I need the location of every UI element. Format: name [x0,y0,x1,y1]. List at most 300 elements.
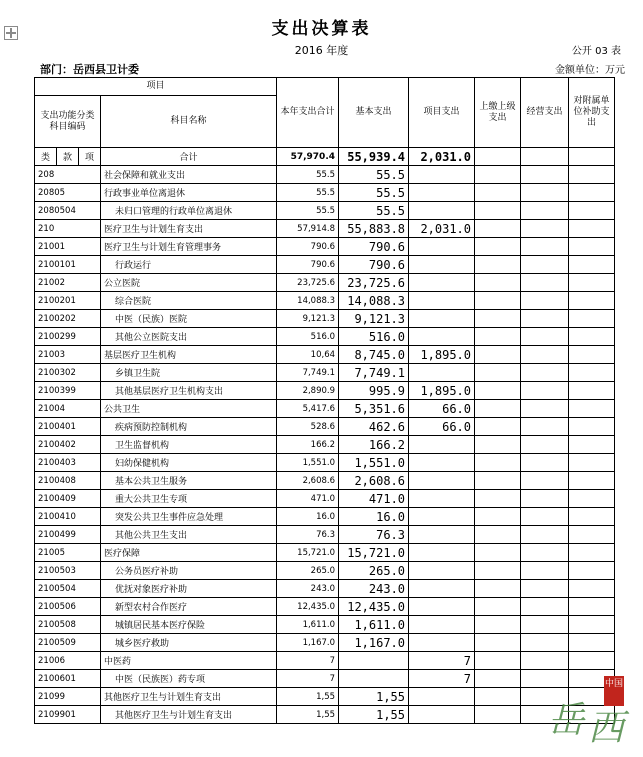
table-row [35,652,615,670]
row-upper [475,292,521,310]
row-subsidy [569,490,615,508]
row-project [409,490,475,508]
row-basic: 9,121.3 [339,310,409,328]
row-upper [475,634,521,652]
table-row [35,328,615,346]
row-subsidy [569,166,615,184]
row-total: 1,551.0 [277,454,339,472]
total-basic: 55,939.4 [339,148,409,166]
department-label: 部门：岳西县卫计委 [40,63,139,76]
row-basic: 1,551.0 [339,454,409,472]
row-operating [521,580,569,598]
row-total: 55.5 [277,184,339,202]
row-total: 528.6 [277,418,339,436]
row-total: 1,55 [277,706,339,724]
row-basic: 265.0 [339,562,409,580]
table-row [35,310,615,328]
row-name: 疾病预防控制机构 [101,418,277,436]
expenditure-table [34,77,615,724]
row-subsidy [569,562,615,580]
row-operating [521,238,569,256]
total-upper [475,148,521,166]
row-subsidy [569,616,615,634]
header-project: 项目 [35,78,277,96]
fiscal-year: 2016 年度 [294,44,349,57]
row-subsidy [569,346,615,364]
row-upper [475,598,521,616]
row-basic: 14,088.3 [339,292,409,310]
row-name: 城乡医疗救助 [101,634,277,652]
row-project [409,202,475,220]
row-subsidy [569,202,615,220]
row-code: 2100509 [35,634,101,652]
table-row [35,256,615,274]
row-basic: 1,167.0 [339,634,409,652]
row-name: 基本公共卫生服务 [101,472,277,490]
document-title: 支出决算表 [271,19,372,39]
row-basic: 462.6 [339,418,409,436]
row-name: 妇幼保健机构 [101,454,277,472]
row-basic: 55.5 [339,184,409,202]
row-project: 7 [409,652,475,670]
row-project: 66.0 [409,418,475,436]
row-code: 2100508 [35,616,101,634]
row-upper [475,238,521,256]
row-name: 突发公共卫生事件应急处理 [101,508,277,526]
row-total: 265.0 [277,562,339,580]
row-operating [521,166,569,184]
row-total: 14,088.3 [277,292,339,310]
row-basic: 55.5 [339,202,409,220]
row-name: 社会保障和就业支出 [101,166,277,184]
row-basic [339,670,409,688]
row-project [409,580,475,598]
row-operating [521,256,569,274]
row-code: 21004 [35,400,101,418]
row-upper [475,310,521,328]
row-project [409,310,475,328]
row-total: 9,121.3 [277,310,339,328]
row-total: 55.5 [277,166,339,184]
row-total: 1,167.0 [277,634,339,652]
row-code: 2100101 [35,256,101,274]
row-project [409,256,475,274]
row-total: 57,914.8 [277,220,339,238]
table-row [35,580,615,598]
row-code: 2100302 [35,364,101,382]
row-name: 其他基层医疗卫生机构支出 [101,382,277,400]
row-basic: 1,55 [339,688,409,706]
header-upper: 上缴上级支出 [475,78,521,148]
row-project: 1,895.0 [409,382,475,400]
row-upper [475,166,521,184]
row-subsidy [569,580,615,598]
row-total: 790.6 [277,238,339,256]
row-total: 23,725.6 [277,274,339,292]
header-project-expense: 项目支出 [409,78,475,148]
row-project [409,544,475,562]
row-code: 2100299 [35,328,101,346]
table-row [35,220,615,238]
row-total: 2,890.9 [277,382,339,400]
row-basic: 7,749.1 [339,364,409,382]
row-name: 公务员医疗补助 [101,562,277,580]
total-sum: 57,970.4 [277,148,339,166]
row-total: 243.0 [277,580,339,598]
row-total: 5,417.6 [277,400,339,418]
table-row [35,508,615,526]
table-row [35,526,615,544]
row-subsidy [569,364,615,382]
row-upper [475,454,521,472]
row-name: 医疗卫生与计划生育管理事务 [101,238,277,256]
row-operating [521,490,569,508]
row-project [409,238,475,256]
row-upper [475,436,521,454]
header-lei: 类 [35,148,57,166]
row-name: 行政运行 [101,256,277,274]
row-operating [521,310,569,328]
table-row [35,706,615,724]
row-project [409,598,475,616]
total-operating [521,148,569,166]
row-operating [521,346,569,364]
row-code: 2100601 [35,670,101,688]
watermark-char-1: 岳 [548,700,585,741]
row-basic: 516.0 [339,328,409,346]
row-total: 76.3 [277,526,339,544]
row-code: 2100499 [35,526,101,544]
row-name: 其他医疗卫生与计划生育支出 [101,688,277,706]
row-name: 医疗卫生与计划生育支出 [101,220,277,238]
row-name: 新型农村合作医疗 [101,598,277,616]
header-basic: 基本支出 [339,78,409,148]
row-code: 21099 [35,688,101,706]
row-code: 2080504 [35,202,101,220]
row-name: 综合医院 [101,292,277,310]
row-subsidy [569,184,615,202]
row-upper [475,508,521,526]
row-total: 55.5 [277,202,339,220]
row-code: 2100409 [35,490,101,508]
row-basic: 23,725.6 [339,274,409,292]
row-project: 7 [409,670,475,688]
row-code: 2100402 [35,436,101,454]
row-operating [521,364,569,382]
total-subsidy [569,148,615,166]
table-row [35,274,615,292]
row-operating [521,292,569,310]
row-basic: 995.9 [339,382,409,400]
row-upper [475,202,521,220]
table-row [35,166,615,184]
table-row [35,238,615,256]
form-number: 公开 03 表 [571,46,621,57]
row-operating [521,634,569,652]
row-total: 7,749.1 [277,364,339,382]
row-project: 2,031.0 [409,220,475,238]
row-total: 516.0 [277,328,339,346]
amount-unit: 金额单位：万元 [555,65,625,76]
row-operating [521,652,569,670]
row-name: 中医药 [101,652,277,670]
row-project [409,328,475,346]
row-basic: 2,608.6 [339,472,409,490]
row-operating [521,328,569,346]
row-subsidy [569,310,615,328]
row-basic: 1,55 [339,706,409,724]
table-row [35,634,615,652]
table-row [35,454,615,472]
row-operating [521,508,569,526]
table-row [35,472,615,490]
row-project: 66.0 [409,400,475,418]
row-operating [521,472,569,490]
row-subsidy [569,526,615,544]
row-upper [475,706,521,724]
row-total: 166.2 [277,436,339,454]
row-total: 1,55 [277,688,339,706]
total-row-label: 合计 [101,148,277,166]
row-code: 2100506 [35,598,101,616]
row-code: 2100399 [35,382,101,400]
table-row [35,598,615,616]
row-total: 471.0 [277,490,339,508]
row-project [409,508,475,526]
row-upper [475,616,521,634]
row-code: 20805 [35,184,101,202]
table-row [35,202,615,220]
row-name: 公立医院 [101,274,277,292]
row-operating [521,382,569,400]
row-operating [521,274,569,292]
header-operating: 经营支出 [521,78,569,148]
row-subsidy [569,256,615,274]
header-xiang: 项 [79,148,101,166]
row-subsidy [569,652,615,670]
header-total: 本年支出合计 [277,78,339,148]
row-name: 中医（民族）医院 [101,310,277,328]
header-subsidy: 对附属单位补助支出 [569,78,615,148]
row-basic: 5,351.6 [339,400,409,418]
row-code: 2100403 [35,454,101,472]
row-subsidy [569,598,615,616]
row-name: 城镇居民基本医疗保险 [101,616,277,634]
table-row [35,346,615,364]
row-code: 210 [35,220,101,238]
row-upper [475,364,521,382]
row-upper [475,490,521,508]
table-row [35,490,615,508]
row-upper [475,544,521,562]
row-project [409,364,475,382]
row-subsidy [569,238,615,256]
row-upper [475,274,521,292]
row-upper [475,184,521,202]
row-code: 21002 [35,274,101,292]
row-total: 1,611.0 [277,616,339,634]
row-name: 优抚对象医疗补助 [101,580,277,598]
row-basic: 16.0 [339,508,409,526]
row-operating [521,598,569,616]
row-code: 2100410 [35,508,101,526]
row-total: 10,64 [277,346,339,364]
row-project [409,436,475,454]
row-subsidy [569,454,615,472]
watermark-seal: 中国 [604,676,624,706]
table-row [35,418,615,436]
row-basic: 790.6 [339,238,409,256]
row-basic: 1,611.0 [339,616,409,634]
row-operating [521,544,569,562]
row-project [409,688,475,706]
row-subsidy [569,382,615,400]
row-total: 790.6 [277,256,339,274]
row-project [409,616,475,634]
table-row [35,616,615,634]
row-basic [339,652,409,670]
row-basic: 15,721.0 [339,544,409,562]
row-subsidy [569,544,615,562]
row-subsidy [569,400,615,418]
row-basic: 243.0 [339,580,409,598]
row-project [409,526,475,544]
row-upper [475,562,521,580]
row-name: 重大公共卫生专项 [101,490,277,508]
row-name: 行政事业单位离退休 [101,184,277,202]
table-row [35,292,615,310]
row-total: 12,435.0 [277,598,339,616]
table-row [35,688,615,706]
row-basic: 55,883.8 [339,220,409,238]
row-code: 2100202 [35,310,101,328]
row-operating [521,562,569,580]
row-upper [475,670,521,688]
row-project [409,706,475,724]
row-name: 医疗保障 [101,544,277,562]
table-row [35,400,615,418]
row-name: 中医（民族医）药专项 [101,670,277,688]
row-total: 7 [277,670,339,688]
table-row [35,562,615,580]
row-upper [475,580,521,598]
total-project: 2,031.0 [409,148,475,166]
row-upper [475,256,521,274]
row-upper [475,220,521,238]
row-basic: 166.2 [339,436,409,454]
row-name: 其他公立医院支出 [101,328,277,346]
row-project [409,166,475,184]
row-code: 2100408 [35,472,101,490]
row-basic: 76.3 [339,526,409,544]
row-basic: 55.5 [339,166,409,184]
row-project [409,562,475,580]
row-operating [521,436,569,454]
header-kuan: 款 [57,148,79,166]
row-subsidy [569,418,615,436]
row-project [409,292,475,310]
row-code: 2100401 [35,418,101,436]
row-upper [475,346,521,364]
row-basic: 790.6 [339,256,409,274]
row-subsidy [569,508,615,526]
row-upper [475,418,521,436]
row-upper [475,472,521,490]
row-name: 未归口管理的行政单位离退休 [101,202,277,220]
row-project [409,634,475,652]
row-operating [521,220,569,238]
row-name: 卫生监督机构 [101,436,277,454]
watermark-char-2: 西 [588,708,625,749]
table-row [35,364,615,382]
row-name: 乡镇卫生院 [101,364,277,382]
row-subsidy [569,328,615,346]
row-project: 1,895.0 [409,346,475,364]
row-code: 21001 [35,238,101,256]
row-total: 16.0 [277,508,339,526]
table-row [35,184,615,202]
table-row [35,544,615,562]
row-total: 2,608.6 [277,472,339,490]
row-subsidy [569,292,615,310]
row-basic: 12,435.0 [339,598,409,616]
row-upper [475,652,521,670]
row-code: 21005 [35,544,101,562]
row-name: 基层医疗卫生机构 [101,346,277,364]
row-project [409,274,475,292]
header-name: 科目名称 [101,96,277,148]
row-upper [475,688,521,706]
row-name: 其他医疗卫生与计划生育支出 [101,706,277,724]
row-subsidy [569,634,615,652]
row-upper [475,328,521,346]
watermark-logo [548,678,638,748]
table-row [35,670,615,688]
row-code: 2109901 [35,706,101,724]
row-code: 208 [35,166,101,184]
row-subsidy [569,436,615,454]
row-name: 公共卫生 [101,400,277,418]
row-operating [521,202,569,220]
row-total: 7 [277,652,339,670]
row-project [409,184,475,202]
row-operating [521,184,569,202]
row-operating [521,616,569,634]
row-code: 2100503 [35,562,101,580]
row-basic: 471.0 [339,490,409,508]
row-project [409,454,475,472]
row-code: 21006 [35,652,101,670]
row-name: 其他公共卫生支出 [101,526,277,544]
row-upper [475,400,521,418]
row-code: 2100201 [35,292,101,310]
row-subsidy [569,220,615,238]
row-operating [521,526,569,544]
row-subsidy [569,274,615,292]
row-operating [521,454,569,472]
header-code: 支出功能分类科目编码 [35,96,101,148]
row-project [409,472,475,490]
row-upper [475,382,521,400]
row-code: 21003 [35,346,101,364]
row-code: 2100504 [35,580,101,598]
table-row [35,436,615,454]
table-row [35,382,615,400]
row-subsidy [569,472,615,490]
row-total: 15,721.0 [277,544,339,562]
row-basic: 8,745.0 [339,346,409,364]
row-operating [521,400,569,418]
